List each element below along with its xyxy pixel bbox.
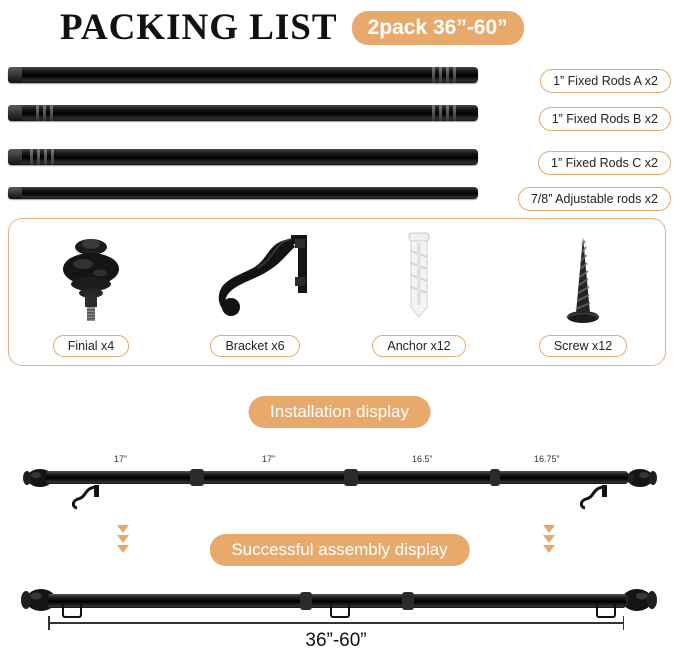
rod-row: [0, 177, 679, 217]
rod-row: [0, 59, 679, 95]
anchor-icon: [337, 219, 501, 335]
rod-label: 7/8” Adjustable rods x2: [518, 187, 671, 211]
rod-row: [0, 95, 679, 135]
measurement-line: [48, 622, 624, 651]
bracket-icon: [70, 485, 100, 511]
rod-icon: [8, 67, 478, 83]
down-arrow-icon: [540, 525, 558, 555]
part-anchor: [337, 219, 501, 365]
assembly-display-title: Successful assembly display: [209, 534, 469, 566]
rod-joint: [402, 592, 414, 610]
bracket-icon: [330, 603, 350, 618]
part-label: Anchor x12: [372, 335, 465, 357]
rod-icon: [8, 187, 478, 199]
page-title: PACKING LIST: [60, 7, 338, 48]
rod-segment: [497, 471, 628, 484]
rod-segment: [200, 471, 348, 484]
finial-icon: [9, 219, 173, 335]
bracket-icon: [62, 603, 82, 618]
rod-joint: [190, 469, 204, 486]
installation-display-title: Installation display: [248, 396, 431, 428]
rod-label: 1” Fixed Rods A x2: [540, 69, 671, 93]
dimension-label: 16.5”: [412, 454, 433, 464]
rod-row: [0, 135, 679, 177]
dimension-label: 17”: [114, 454, 128, 464]
dimension-label: 17”: [262, 454, 276, 464]
rod-list: [0, 59, 679, 217]
part-screw: [501, 219, 665, 365]
rod-joint: [490, 469, 500, 486]
part-label: Bracket x6: [210, 335, 299, 357]
bracket-icon: [578, 485, 608, 511]
rod-label: 1” Fixed Rods B x2: [539, 107, 671, 131]
part-label: Screw x12: [539, 335, 627, 357]
rod-label: 1” Fixed Rods C x2: [538, 151, 671, 175]
rod-segment: [46, 471, 196, 484]
screw-icon: [501, 219, 665, 335]
size-badge: 2pack 36”-60”: [352, 11, 524, 45]
part-bracket: [173, 219, 337, 365]
installation-display: [0, 440, 679, 510]
header: [0, 0, 679, 49]
part-finial: [9, 219, 173, 365]
rod-icon: [8, 105, 478, 121]
rod-joint: [344, 469, 358, 486]
down-arrow-icon: [114, 525, 132, 555]
dimension-label: 16.75”: [534, 454, 560, 464]
total-length-label: 36”-60”: [305, 630, 367, 651]
part-label: Finial x4: [53, 335, 130, 357]
parts-box: [8, 218, 666, 366]
finial-icon: [626, 456, 670, 500]
rod-joint: [300, 592, 312, 610]
rod-segment: [352, 471, 496, 484]
bracket-icon: [596, 603, 616, 618]
bracket-icon: [173, 219, 337, 335]
finial-icon: [620, 574, 670, 626]
assembled-display: [0, 565, 679, 625]
rod-icon: [8, 149, 478, 165]
